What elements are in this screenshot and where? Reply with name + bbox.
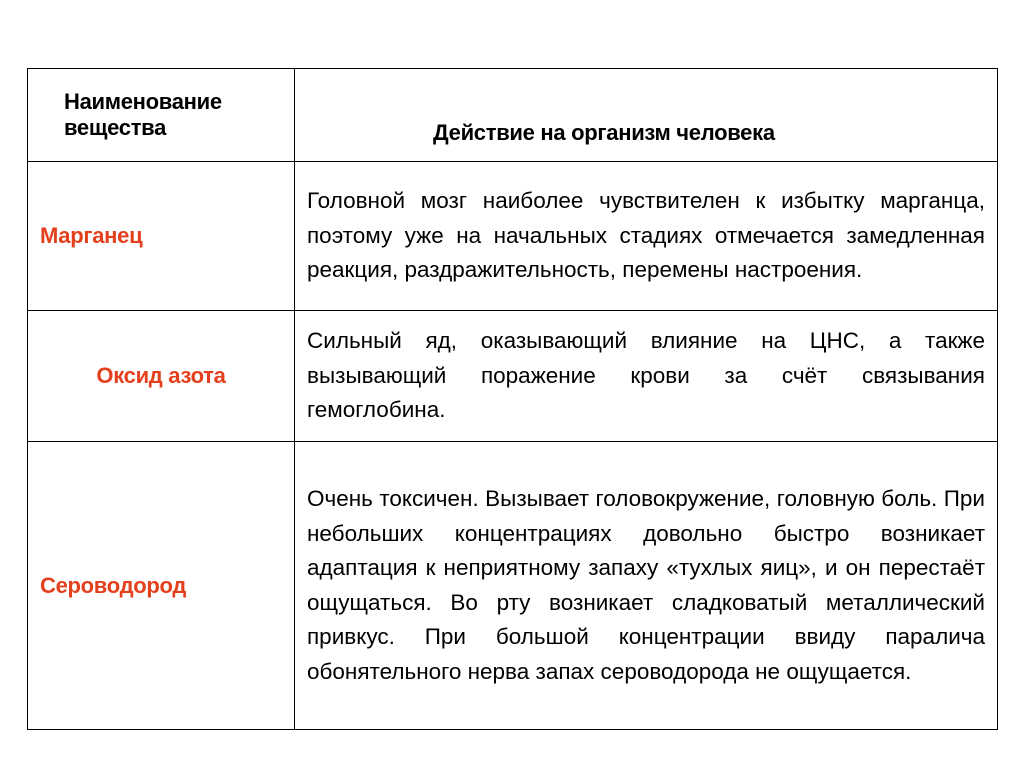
- substance-effect-manganese: Головной мозг наиболее чувствителен к избытку марганца, поэтому уже на начальных стадиях отмечается замедленная реакция, раздражительность, перемены настроения.: [295, 162, 998, 311]
- header-substance-name: Наименование вещества: [28, 69, 295, 162]
- substance-effect-hydrogen-sulfide: Очень токсичен. Вызывает головокружение, головную боль. При небольших концентрациях довольно быстро возникает адаптация к неприятному запаху «тухлых яиц», и он перестаёт ощущаться. Во рту возникает сладковатый металлический привкус. При большой концентрации ввиду паралича обонятельного нерва запах сероводорода не ощущается.: [295, 442, 998, 730]
- table-row: [28, 311, 998, 442]
- substances-table: [27, 68, 998, 730]
- table-row: [28, 442, 998, 730]
- header-effect-on-body: Действие на организм человека: [295, 69, 998, 162]
- substance-name-manganese: Марганец: [28, 162, 295, 311]
- substance-name-hydrogen-sulfide: Сероводород: [28, 442, 295, 730]
- substance-name-nitrogen-oxide: Оксид азота: [28, 311, 295, 442]
- table-row: [28, 162, 998, 311]
- table-header-row: [28, 69, 998, 162]
- substance-effect-nitrogen-oxide: Сильный яд, оказывающий влияние на ЦНС, а также вызывающий поражение крови за счёт связывания гемоглобина.: [295, 311, 998, 442]
